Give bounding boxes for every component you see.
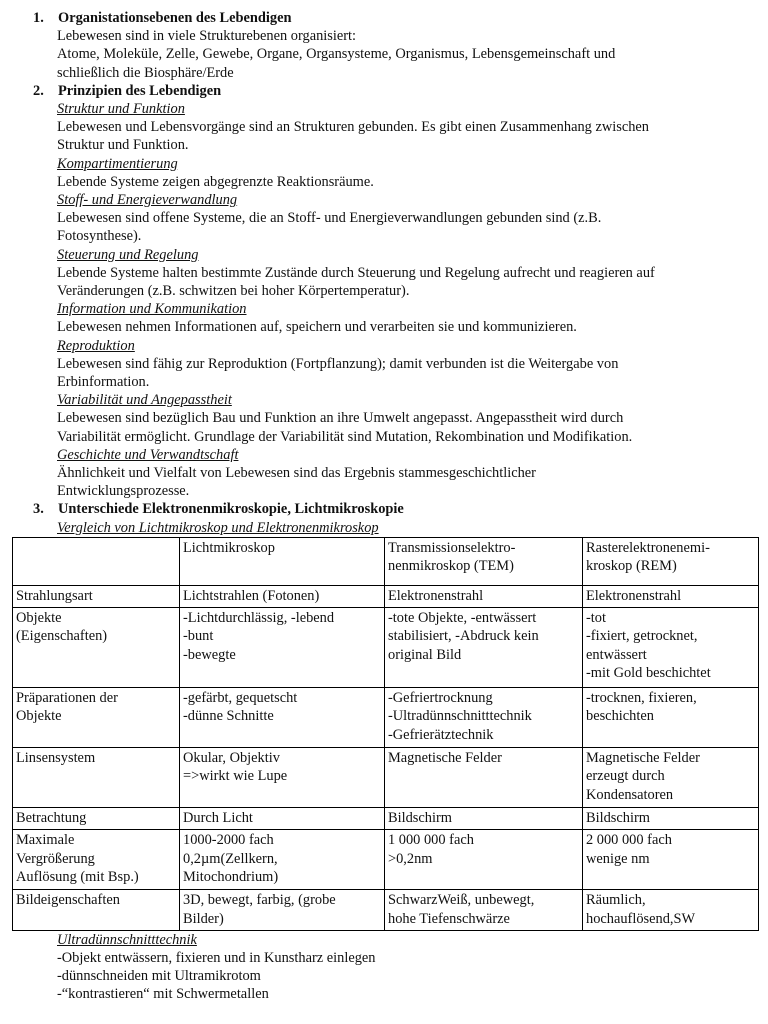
subsection-heading: Variabilität und Angepasstheit <box>57 392 232 409</box>
cell-line: -mit Gold beschichtet <box>586 664 711 681</box>
cell-line: original Bild <box>388 646 462 663</box>
cell-line: -Gefrierätztechnik <box>388 726 494 743</box>
table-row <box>13 830 759 890</box>
cell-line: kroskop (REM) <box>586 558 677 575</box>
paragraph-line: Lebewesen sind fähig zur Reproduktion (Fortpflanzung); damit verbunden ist die Weitergabe von <box>57 355 619 372</box>
cell-line: Mitochondrium) <box>183 868 279 885</box>
table-header-row <box>13 537 759 585</box>
document-page <box>0 9 768 1004</box>
comparison-table <box>12 537 759 931</box>
subsection-heading: Geschichte und Verwandtschaft <box>57 446 239 463</box>
table-cell <box>583 830 759 890</box>
paragraph-line: Atome, Moleküle, Zelle, Gewebe, Organe, Organsysteme, Organismus, Lebensgemeinschaft und <box>57 46 616 63</box>
cell-line: beschichten <box>586 708 654 725</box>
cell-line: Durch Licht <box>183 810 253 827</box>
section-1-body <box>0 27 768 82</box>
cell-line: nenmikroskop (TEM) <box>388 558 514 575</box>
section-2-body <box>0 100 768 500</box>
table-row <box>13 585 759 607</box>
cell-line: Betrachtung <box>16 810 87 827</box>
cell-line: -tot <box>586 610 606 627</box>
table-cell <box>180 890 385 930</box>
cell-line: Magnetische Felder <box>388 750 502 767</box>
section-title: Unterschiede Elektronenmikroskopie, Lichtmikroskopie <box>58 501 404 518</box>
cell-line: Kondensatoren <box>586 786 674 803</box>
paragraph-line: Lebende Systeme zeigen abgegrenzte Reaktionsräume. <box>57 173 374 190</box>
paragraph-line: Variabilität ermöglicht. Grundlage der Variabilität sind Mutation, Rekombination und Modifikation. <box>57 428 633 445</box>
cell-line: wenige nm <box>586 850 650 867</box>
cell-line: 1 000 000 fach <box>388 832 474 849</box>
table-cell <box>180 688 385 748</box>
cell-line: Objekte <box>16 610 62 627</box>
cell-line: hochauflösend,SW <box>586 910 696 927</box>
table-cell <box>180 748 385 808</box>
paragraph-line: Ähnlichkeit und Vielfalt von Lebewesen sind das Ergebnis stammesgeschichtlicher <box>57 465 536 482</box>
paragraph-line: Veränderungen (z.B. schwitzen bei hoher Körpertemperatur). <box>57 283 410 300</box>
cell-line: -gefärbt, gequetscht <box>183 690 298 707</box>
table-cell <box>583 808 759 830</box>
cell-line: =>wirkt wie Lupe <box>183 768 288 785</box>
table-cell <box>180 808 385 830</box>
cell-line: >0,2nm <box>388 850 433 867</box>
table-cell <box>385 890 583 930</box>
paragraph-line: Lebewesen nehmen Informationen auf, speichern und verarbeiten sie und kommunizieren. <box>57 319 577 336</box>
cell-line: Bilder) <box>183 910 224 927</box>
table-row-label <box>13 830 180 890</box>
subsection-heading: Struktur und Funktion <box>57 101 185 118</box>
cell-line: -dünne Schnitte <box>183 708 274 725</box>
paragraph-line: schließlich die Biosphäre/Erde <box>57 64 234 81</box>
table-cell <box>385 830 583 890</box>
table-cell <box>180 830 385 890</box>
section-title: Organistationsebenen des Lebendigen <box>58 10 292 26</box>
cell-line: stabilisiert, -Abdruck kein <box>388 628 539 645</box>
table-header-cell <box>180 537 385 585</box>
cell-line: Bildschirm <box>388 810 452 827</box>
cell-line: Maximale <box>16 832 75 849</box>
table-cell <box>583 748 759 808</box>
section-number: 3. <box>33 501 44 518</box>
section-title: Prinzipien des Lebendigen <box>58 82 222 99</box>
cell-line: Objekte <box>16 708 62 725</box>
table-header-cell <box>583 537 759 585</box>
table-row-label <box>13 608 180 688</box>
cell-line: Transmissionselektro- <box>388 539 516 556</box>
cell-line: -Lichtdurchlässig, -lebend <box>183 610 335 627</box>
cell-line: -Ultradünnschnitttechnik <box>388 708 532 725</box>
note-line: -Objekt entwässern, fixieren und in Kunstharz einlegen <box>57 949 376 966</box>
paragraph-line: Lebewesen sind offene Systeme, die an Stoff- und Energieverwandlungen gebunden sind (z.B. <box>57 210 602 227</box>
table-cell <box>385 585 583 607</box>
after-table-notes <box>0 931 768 1004</box>
section-3-heading <box>0 500 768 518</box>
note-line: -dünnschneiden mit Ultramikrotom <box>57 968 261 985</box>
subsection-heading: Information und Kommunikation <box>57 301 247 318</box>
table-row-label <box>13 688 180 748</box>
table-cell <box>583 608 759 688</box>
table-caption: Vergleich von Lichtmikroskop und Elektronenmikroskop <box>57 519 379 536</box>
cell-line: Elektronenstrahl <box>586 587 682 604</box>
cell-line: Okular, Objektiv <box>183 750 280 767</box>
table-row-label <box>13 748 180 808</box>
table-header-cell <box>385 537 583 585</box>
subsection-heading: Ultradünnschnitttechnik <box>57 931 197 948</box>
cell-line: -tote Objekte, -entwässert <box>388 610 537 627</box>
cell-line: hohe Tiefenschwärze <box>388 910 510 927</box>
cell-line: Bildeigenschaften <box>16 892 120 909</box>
cell-line: -Gefriertrocknung <box>388 690 493 707</box>
paragraph-line: Lebewesen sind bezüglich Bau und Funktion an ihre Umwelt angepasst. Angepasstheit wird durch <box>57 410 624 427</box>
cell-line: Magnetische Felder <box>586 750 700 767</box>
paragraph-line: Fotosynthese). <box>57 228 142 245</box>
table-cell <box>385 808 583 830</box>
cell-line: -bunt <box>183 628 214 645</box>
section-1-heading <box>0 9 768 27</box>
cell-line: Elektronenstrahl <box>388 587 484 604</box>
table-cell <box>583 585 759 607</box>
table-cell <box>583 688 759 748</box>
paragraph-line: Lebewesen sind in viele Strukturebenen organisiert: <box>57 28 357 45</box>
cell-line: entwässert <box>586 646 647 663</box>
cell-line: (Eigenschaften) <box>16 628 108 645</box>
table-row <box>13 688 759 748</box>
section-number: 1. <box>33 10 44 26</box>
cell-line: -fixiert, getrocknet, <box>586 628 698 645</box>
cell-line: 2 000 000 fach <box>586 832 672 849</box>
paragraph-line: Struktur und Funktion. <box>57 137 189 154</box>
table-cell <box>385 688 583 748</box>
table-row <box>13 890 759 930</box>
cell-line: Rasterelektronenemi- <box>586 539 710 556</box>
cell-line: -bewegte <box>183 646 236 663</box>
table-row <box>13 808 759 830</box>
cell-line: 3D, bewegt, farbig, (grobe <box>183 892 336 909</box>
table-row-label <box>13 585 180 607</box>
cell-line: Auflösung (mit Bsp.) <box>16 868 139 885</box>
cell-line: SchwarzWeiß, unbewegt, <box>388 892 535 909</box>
table-cell <box>385 608 583 688</box>
cell-line: Bildschirm <box>586 810 650 827</box>
table-row-label <box>13 808 180 830</box>
table-row-label <box>13 890 180 930</box>
subsection-heading: Stoff- und Energieverwandlung <box>57 192 238 209</box>
subsection-heading: Kompartimentierung <box>57 155 178 172</box>
cell-line: 1000-2000 fach <box>183 832 274 849</box>
note-line: -“kontrastieren“ mit Schwermetallen <box>57 986 269 1003</box>
paragraph-line: Lebewesen und Lebensvorgänge sind an Strukturen gebunden. Es gibt einen Zusammenhang zwischen <box>57 119 649 136</box>
cell-line: Vergrößerung <box>16 850 95 867</box>
table-cell <box>180 585 385 607</box>
table-cell <box>180 608 385 688</box>
section-number: 2. <box>33 82 44 99</box>
cell-line: Strahlungsart <box>16 587 93 604</box>
cell-line: Räumlich, <box>586 892 646 909</box>
cell-line: -trocknen, fixieren, <box>586 690 697 707</box>
section-2-heading <box>0 82 768 100</box>
paragraph-line: Entwicklungsprozesse. <box>57 483 190 500</box>
cell-line: erzeugt durch <box>586 768 665 785</box>
table-header-cell <box>13 537 180 585</box>
paragraph-line: Erbinformation. <box>57 374 150 391</box>
paragraph-line: Lebende Systeme halten bestimmte Zustände durch Steuerung und Regelung aufrecht und reagieren auf <box>57 264 655 281</box>
cell-line: Lichtstrahlen (Fotonen) <box>183 587 320 604</box>
cell-line: Lichtmikroskop <box>183 539 275 556</box>
subsection-heading: Steuerung und Regelung <box>57 246 199 263</box>
cell-line: 0,2µm(Zellkern, <box>183 850 278 867</box>
cell-line: Präparationen der <box>16 690 118 707</box>
table-cell <box>385 748 583 808</box>
table-row <box>13 608 759 688</box>
table-cell <box>583 890 759 930</box>
cell-line: Linsensystem <box>16 750 96 767</box>
subsection-heading: Reproduktion <box>57 337 135 354</box>
table-row <box>13 748 759 808</box>
